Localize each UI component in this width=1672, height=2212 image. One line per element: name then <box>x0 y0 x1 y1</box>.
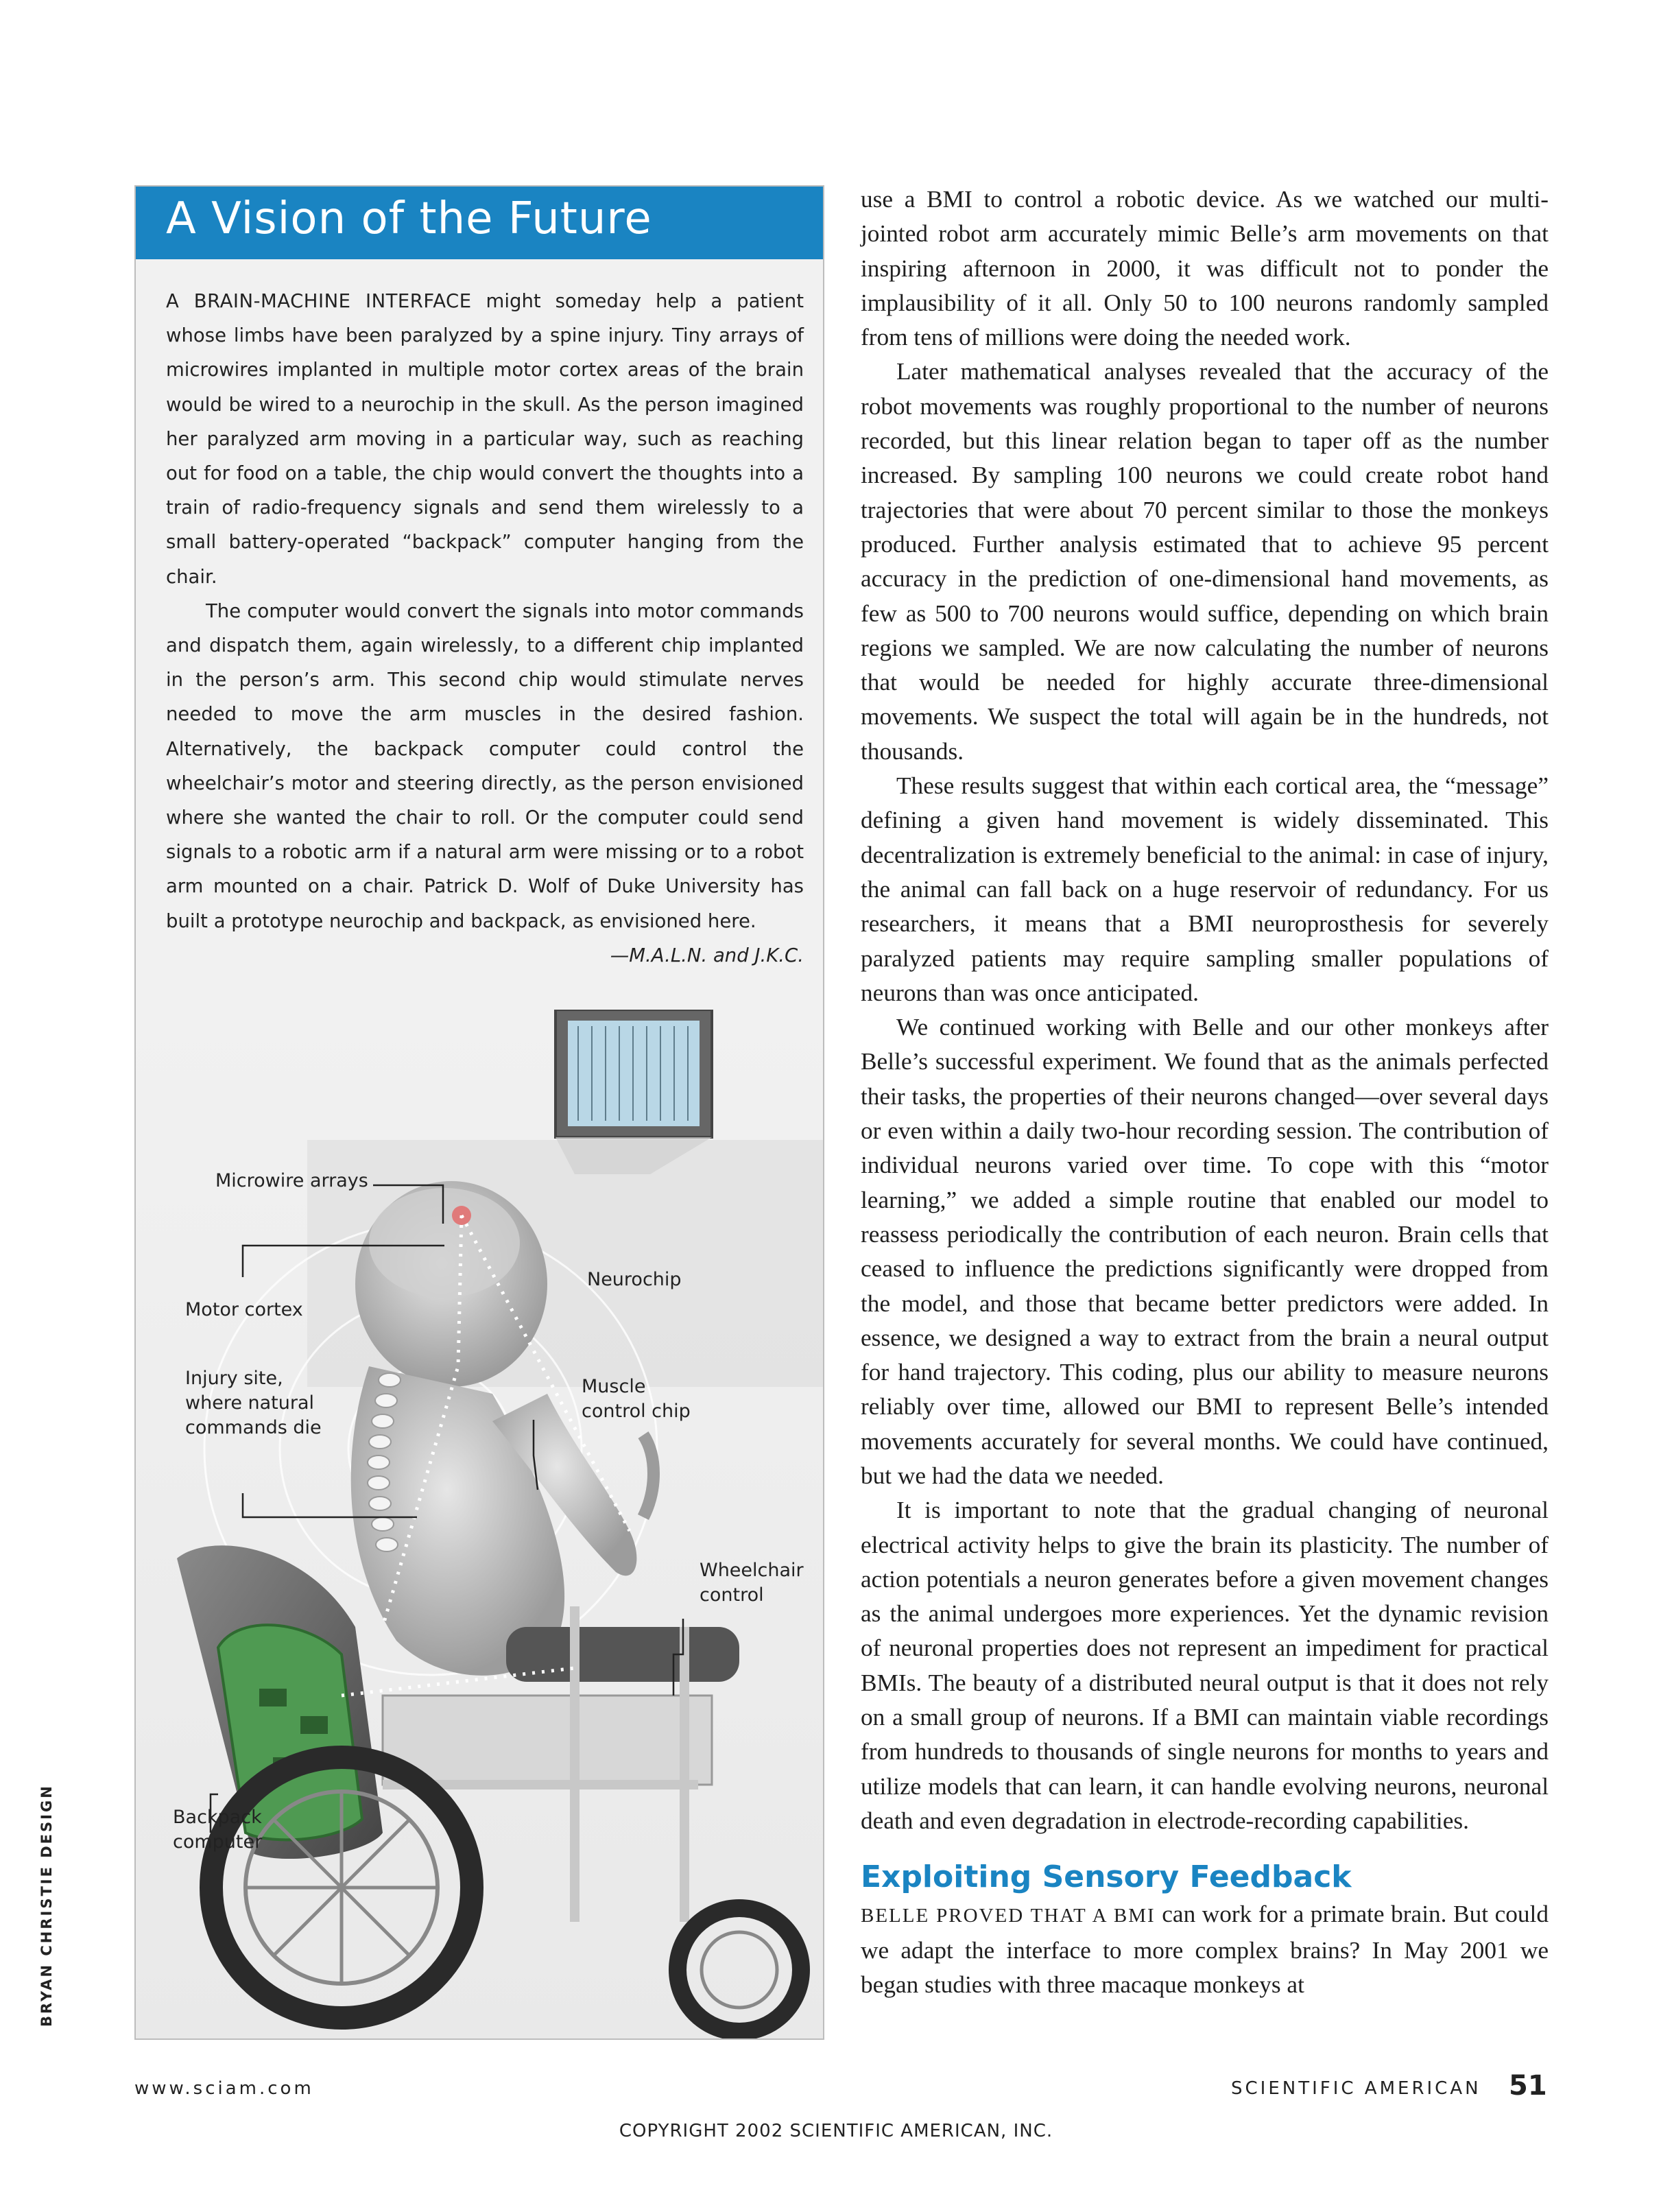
article-paragraph-4: We continued working with Belle and our other monkeys after Belle’s successful experiment. We found that as the animals perfected their tasks, the properties of their neurons changed—over several days or even within a daily two-hour recording session. The contribution of individual neurons varied over time. To cope with this “motor learning,” we added a simple routine that enabled our model to reassess periodically the contribution of each neuron. Brain cells that ceased to influence the predictions significantly were dropped from the model, and those that became better predictors were added. In essence, we designed a way to extract from the brain a neural output for hand trajectory. This coding, plus our ability to measure neurons reliably over time, allowed our BMI to represent Belle’s intended movements accurately for several months. We could have continued, but we had the data we needed. <box>861 1014 1549 1489</box>
wheelchair-illustration <box>136 1010 823 2038</box>
copyright-notice: COPYRIGHT 2002 SCIENTIFIC AMERICAN, INC. <box>619 2121 1053 2141</box>
armrest <box>506 1627 739 1682</box>
footer-magazine-name: SCIENTIFIC AMERICAN <box>1231 2078 1481 2099</box>
sidebar-paragraph-1-text: might someday help a patient whose limbs have been paralyzed by a spine injury. Tiny arrays of microwires implanted in multiple motor cortex areas of the brain would be wired to a neurochip in the skull. As the person imagined her paralyzed arm moving in a particular way, such as reaching out for food on a table, the chip would convert the thoughts into a train of radio-frequency signals and send them wirelessly to a small battery-operated “backpack” computer hanging from the chair. <box>166 290 804 588</box>
sidebar-paragraph-2 <box>166 594 804 966</box>
paragraph-6-text: can work for a primate brain. But could we adapt the interface to more complex brains? In May 2001 we began studies with three macaque monkeys at <box>861 1901 1549 1998</box>
wheelchair-wheel-large <box>211 1757 472 2018</box>
brain-cortex <box>369 1188 520 1298</box>
label-wheelchair-control <box>700 1558 804 1608</box>
paragraph-6-lead-caps: BELLE PROVED THAT A BMI <box>861 1905 1156 1927</box>
sidebar-title-bar <box>136 187 823 259</box>
sidebar-lead-caps: A BRAIN-MACHINE INTERFACE <box>166 290 472 312</box>
neurochip-inset <box>556 1010 712 1174</box>
photo-credit: BRYAN CHRISTIE DESIGN <box>38 1784 55 2027</box>
label-muscle-control-chip <box>582 1375 691 1424</box>
label-backpack-computer <box>173 1805 262 1855</box>
sidebar-text <box>166 284 804 973</box>
article-paragraph-1: use a BMI to control a robotic device. As we watched our multi-jointed robot arm accurately mimic Belle’s arm movements on that inspiring afternoon in 2000, it was difficult not to ponder the implausibility of it all. Only 50 to 100 neurons randomly sampled from tens of millions were doing the needed work. <box>861 186 1549 351</box>
label-neurochip: Neurochip <box>587 1269 682 1290</box>
label-muscle-line-1: Muscle <box>582 1376 646 1397</box>
label-microwire-arrays: Microwire arrays <box>215 1170 368 1191</box>
sidebar-credit: —M.A.L.N. and J.K.C. <box>610 944 804 966</box>
sidebar-box <box>134 185 824 2040</box>
footer-url: www.sciam.com <box>134 2078 314 2099</box>
label-injury-line-3: commands die <box>185 1417 322 1438</box>
label-backpack-line-1: Backpack <box>173 1807 262 1828</box>
label-muscle-line-2: control chip <box>582 1401 691 1422</box>
page-number: 51 <box>1509 2070 1547 2102</box>
sidebar-title: A Vision of the Future <box>166 193 652 244</box>
article-paragraph-5: It is important to note that the gradual changing of neuronal electrical activity helps to give the brain its plasticity. The number of action potentials a neuron generates before a given movement changes as the animal undergoes more experiences. Yet the dynamic revision of neuronal properties does not represent an impediment for practical BMIs. The beauty of a distributed neural output is that it does not rely on a small group of neurons. If a BMI can maintain viable recordings from hundreds to thousands of single neurons for months to years and utilize models that can learn, it can handle evolving neurons, neuronal death and even degradation in electrode-recording capabilities. <box>861 1497 1549 1834</box>
label-backpack-line-2: computer <box>173 1831 263 1853</box>
article-column <box>861 182 1549 2002</box>
section-heading: Exploiting Sensory Feedback <box>861 1859 1352 1895</box>
article-paragraph-3: These results suggest that within each cortical area, the “message” defining a given hand movement is widely disseminated. This decentralization is extremely beneficial to the animal: in case of injury, the animal can fall back on a huge reservoir of redundancy. For us researchers, it means that a BMI neuroprosthesis for severely paralyzed patients may require sampling smaller populations of neurons than was once anticipated. <box>861 772 1549 1006</box>
label-injury-site <box>185 1366 322 1440</box>
label-injury-line-2: where natural <box>185 1392 315 1414</box>
label-wheelchair-line-2: control <box>700 1584 764 1606</box>
label-injury-line-1: Injury site, <box>185 1368 283 1389</box>
article-paragraph-2: Later mathematical analyses revealed that the accuracy of the robot movements was roughly proportional to the number of neurons recorded, but this linear relation began to taper off as the number increased. By sampling 100 neurons we could create robot hand trajectories that were about 70 percent similar to those the monkeys produced. Further analysis estimated that to achieve 95 percent accuracy in the prediction of one-dimensional hand movements, as few as 500 to 700 neurons would suffice, depending on which brain regions we sampled. We are now calculating the number of neurons that would be needed for highly accurate three-dimensional movements. We suspect the total will again be in the hundreds, not thousands. <box>861 358 1549 765</box>
sidebar-paragraph-1 <box>166 284 804 594</box>
wheelchair-seat <box>383 1696 712 1785</box>
label-motor-cortex: Motor cortex <box>185 1299 303 1320</box>
label-wheelchair-line-1: Wheelchair <box>700 1560 804 1581</box>
article-paragraph-6 <box>861 1897 1549 2002</box>
sidebar-paragraph-2-text: The computer would convert the signals into motor commands and dispatch them, again wirelessly, to a different chip implanted in the person’s arm. This second chip would stimulate nerves needed to move the arm muscles in the desired fashion. Alternatively, the backpack computer could control the wheelchair’s motor and steering directly, as the person envisioned where she wanted the chair to roll. Or the computer could send signals to a robotic arm if a natural arm were missing or to a robot arm mounted on a chair. Patrick D. Wolf of Duke University has built a prototype neurochip and backpack, as envisioned here. <box>166 599 804 932</box>
